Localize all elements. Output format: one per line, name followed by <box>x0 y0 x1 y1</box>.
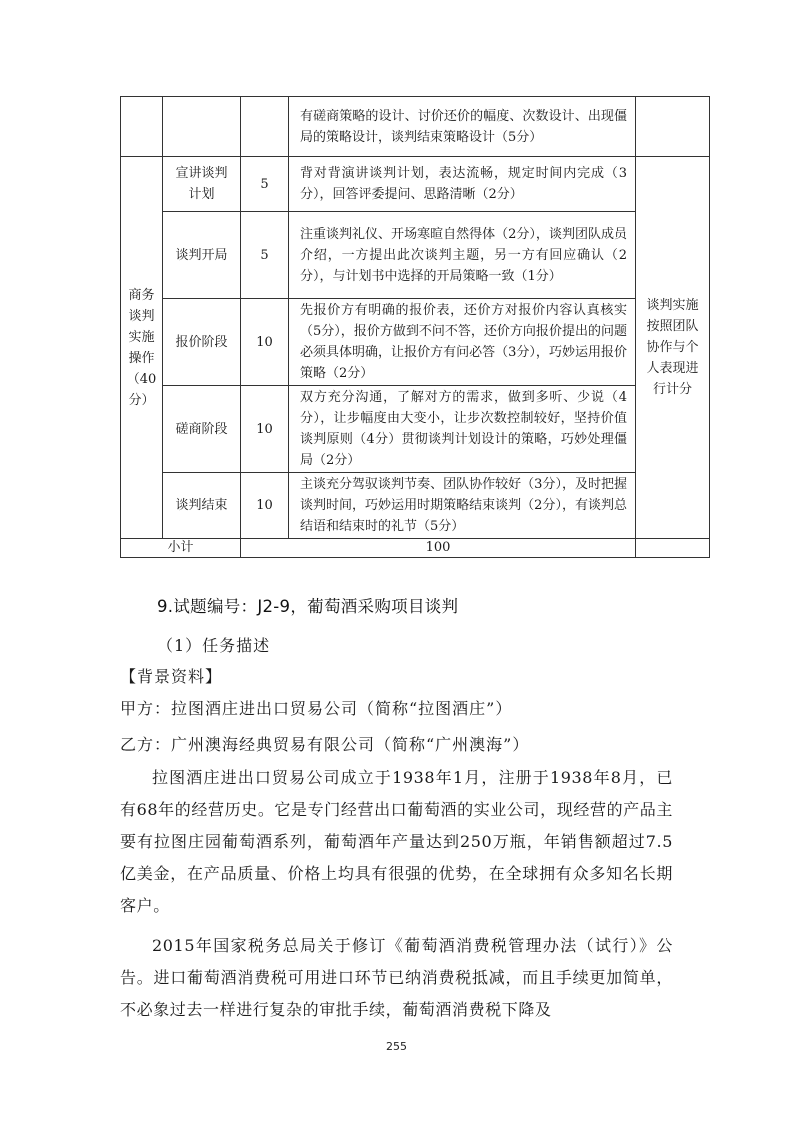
criteria-description: 双方充分沟通，了解对方的需求，做到多听、少说（4分），让步幅度由大变小，让步次数控制较好，坚持价值谈判原则（4分）贯彻谈判计划设计的策略，巧妙处理僵局（2分） <box>289 386 636 473</box>
criteria-description: 先报价方有明确的报价表，还价方对报价内容认真核实（5分），报价方做到不问不答，还价方向报价提出的问题必须具体明确，让报价方有问必答（3分），巧妙运用报价策略（2分） <box>289 299 636 386</box>
table-row <box>121 299 710 386</box>
criteria-description: 注重谈判礼仪、开场寒暄自然得体（2分），谈判团队成员介绍，一方提出此次谈判主题，另一方有回应确认（2分），与计划书中选择的开局策略一致（1分） <box>289 212 636 299</box>
score-cell: 10 <box>241 386 289 473</box>
table-row <box>121 157 710 212</box>
item-cell: 谈判结束 <box>163 473 241 539</box>
criteria-description: 背对背演讲谈判计划，表达流畅，规定时间内完成（3分），回答评委提问、思路清晰（2分） <box>289 157 636 212</box>
table-row <box>121 97 710 157</box>
party-b-text: 乙方：广州澳海经典贸易有限公司（简称“广州澳海”） <box>120 735 530 754</box>
subtotal-row <box>121 539 710 558</box>
background-label: 【背景资料】 <box>120 667 223 686</box>
table-row <box>121 473 710 539</box>
score-cell: 5 <box>241 212 289 299</box>
company-paragraph: 拉图酒庄进出口贸易公司成立于1938年1月，注册于1938年8月，已有68年的经营历史。它是专门经营出口葡萄酒的实业公司，现经营的产品主要有拉图庄园葡萄酒系列，葡萄酒年产量达到250万瓶，年销售额超过7.5亿美金，在产品质量、价格上均具有很强的优势，在全球拥有众多知名长期客户。 <box>120 768 673 915</box>
score-cell: 10 <box>241 473 289 539</box>
tax-paragraph: 2015年国家税务总局关于修订《葡萄酒消费税管理办法（试行）》公告。进口葡萄酒消费税可用进口环节已纳消费税抵减，而且手续更加简单，不必象过去一样进行复杂的审批手续，葡萄酒消费税下降及 <box>120 936 673 1019</box>
table-row <box>121 212 710 299</box>
task-subheading: （1）任务描述 <box>157 636 271 655</box>
item-cell: 谈判开局 <box>163 212 241 299</box>
score-cell: 5 <box>241 157 289 212</box>
category-cell: 商务谈判实施操作（40分） <box>121 157 163 539</box>
section-heading: 9.试题编号：J2-9，葡萄酒采购项目谈判 <box>157 597 459 616</box>
scoring-method-cell: 谈判实施按照团队协作与个人表现进行计分 <box>636 157 710 539</box>
party-a-text: 甲方：拉图酒庄进出口贸易公司（简称“拉图酒庄”） <box>120 699 513 718</box>
score-cell: 10 <box>241 299 289 386</box>
criteria-description: 主谈充分驾驭谈判节奏、团队协作较好（3分），及时把握谈判时间，巧妙运用时期策略结束谈判（2分），有谈判总结语和结束时的礼节（5分） <box>289 473 636 539</box>
criteria-description: 有磋商策略的设计、讨价还价的幅度、次数设计、出现僵局的策略设计，谈判结束策略设计（5分） <box>289 97 636 157</box>
page-number: 255 <box>386 1040 407 1053</box>
subtotal-value: 100 <box>241 539 636 558</box>
evaluation-table <box>120 96 710 558</box>
subtotal-label: 小计 <box>121 539 241 558</box>
table-row <box>121 386 710 473</box>
item-cell: 宣讲谈判计划 <box>163 157 241 212</box>
item-cell: 磋商阶段 <box>163 386 241 473</box>
item-cell: 报价阶段 <box>163 299 241 386</box>
